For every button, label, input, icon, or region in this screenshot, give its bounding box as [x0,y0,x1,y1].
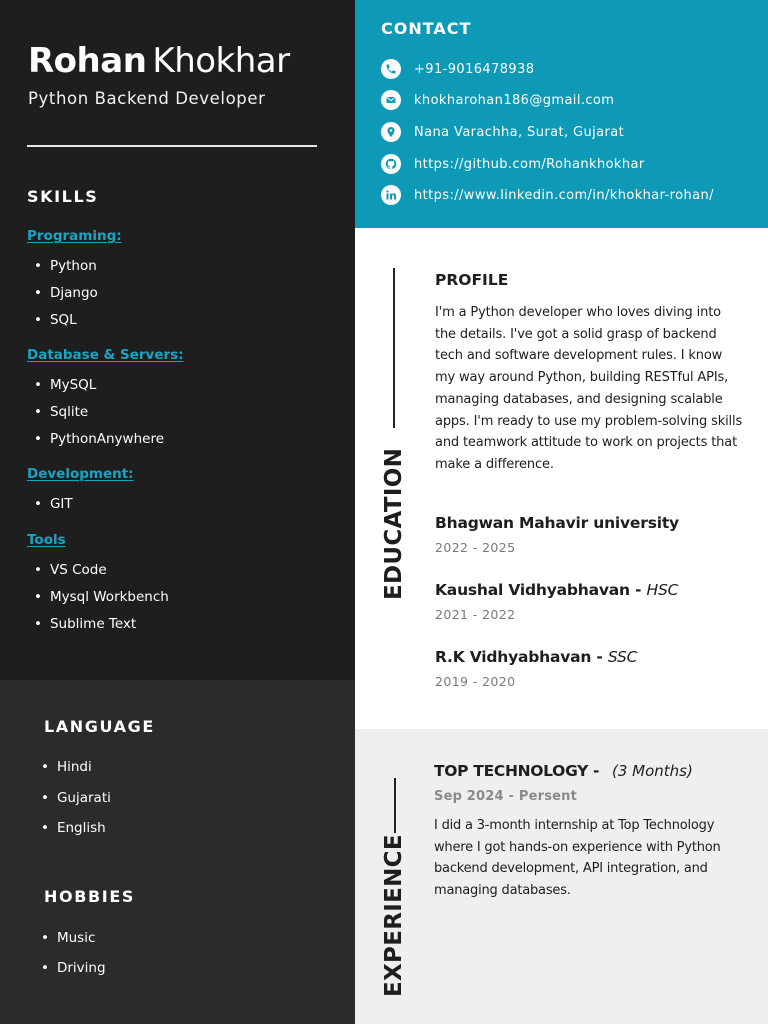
skill-category-development[interactable]: Development: [27,466,134,482]
contact-linkedin[interactable] [381,184,714,206]
phone-number: +91-9016478938 [414,61,535,77]
education-years: 2019 - 2020 [435,674,516,689]
experience-description: I did a 3-month internship at Top Technology where I got hands-on experience with Python backend development, API integration, and managing databases. [434,818,721,899]
contact-phone[interactable] [381,58,534,80]
github-link[interactable]: https://github.com/Rohankhokhar [414,156,645,172]
contact-heading: CONTACT [381,19,472,38]
skill-category-programming[interactable]: Programing: [27,228,122,244]
skill-item: • PythonAnywhere [34,431,164,447]
name-divider [27,145,317,147]
email-address: khokharohan186@gmail.com [414,92,615,108]
linkedin-link[interactable]: https://www.linkedin.com/in/khokhar-rohan/ [414,187,714,203]
experience-duration: (3 Months) [612,762,693,780]
experience-vertical-rule [394,778,396,833]
skill-item: • Sqlite [34,404,88,420]
language-item: • English [41,820,106,836]
experience-company: TOP TECHNOLOGY [434,762,589,780]
skill-category-tools[interactable]: Tools [27,532,66,548]
experience-dates: Sep 2024 - Persent [434,789,578,804]
education-years: 2022 - 2025 [435,540,516,555]
skill-item: • MySQL [34,377,96,393]
school-level: SSC [607,648,638,666]
github-icon [381,154,401,174]
language-item: • Hindi [41,759,92,775]
location-pin-icon [381,122,401,142]
skill-item: • GIT [34,496,73,512]
left-sidebar [0,0,355,680]
contact-email[interactable] [381,89,614,111]
linkedin-icon [381,185,401,205]
job-title: Python Backend Developer [28,89,266,108]
profile-heading: PROFILE [435,271,509,289]
school-name: Kaushal Vidhyabhavan - [435,581,647,599]
education-vertical-rule [393,268,395,428]
location-text: Nana Varachha, Surat, Gujarat [414,124,625,140]
experience-label: EXPERIENCE [381,834,407,997]
skill-item: • Mysql Workbench [34,589,169,605]
skill-item: • Python [34,258,97,274]
phone-icon [381,59,401,79]
skills-heading: SKILLS [27,187,99,206]
school-name: Bhagwan Mahavir university [435,514,679,532]
education-years: 2021 - 2022 [435,607,516,622]
education-school [435,648,637,666]
profile-summary: I'm a Python developer who loves diving into the details. I've got a solid grasp of backend tech and software development rules. I know my way around Python, building RESTful APIs, managing databases, and designing scalable apps. I'm ready to use my problem-solving skills and teamwork attitude to work on projects that make a difference. [435,305,743,472]
education-school [435,514,679,532]
skill-item: • SQL [34,312,77,328]
language-heading: LANGUAGE [44,717,155,736]
skill-item: • VS Code [34,562,107,578]
education-school [435,581,678,599]
hobbies-heading: HOBBIES [44,887,135,906]
education-label: EDUCATION [381,447,407,600]
last-name: Khokhar [152,41,290,81]
school-level: HSC [646,581,679,599]
skill-item: • Sublime Text [34,616,136,632]
first-name: Rohan [28,41,147,81]
hobby-item: • Music [41,930,95,946]
school-name: R.K Vidhyabhavan - [435,648,608,666]
experience-dash: - [593,762,600,780]
contact-panel [355,0,768,228]
hobby-item: • Driving [41,960,106,976]
email-icon [381,90,401,110]
contact-github[interactable] [381,153,645,175]
language-item: • Gujarati [41,790,111,806]
full-name [28,40,290,82]
contact-location [381,121,624,143]
skill-item: • Django [34,285,98,301]
skill-category-database[interactable]: Database & Servers: [27,347,184,363]
